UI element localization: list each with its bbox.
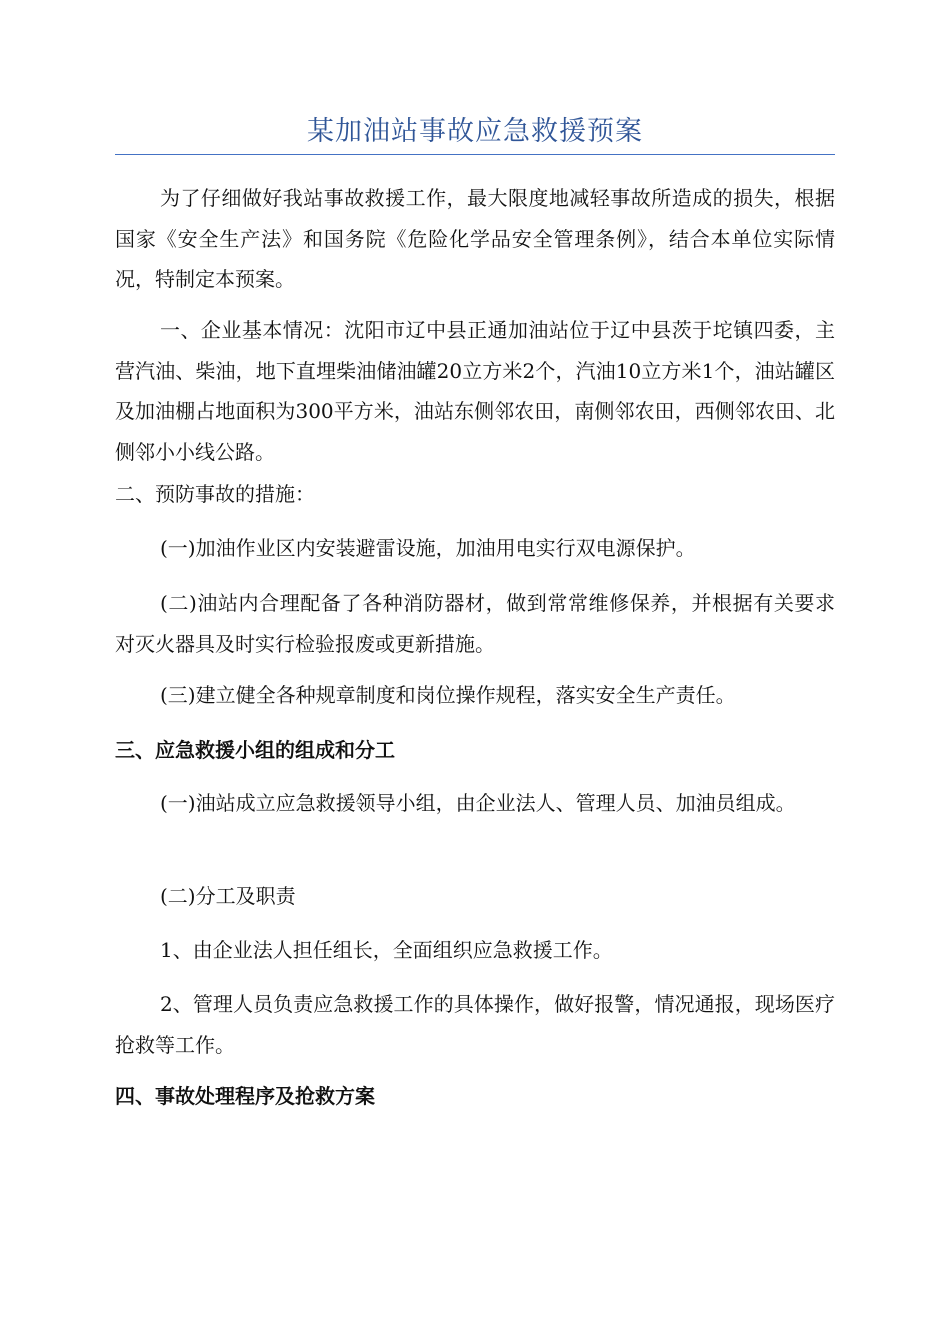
section-3-item-1: (一)油站成立应急救援领导小组，由企业法人、管理人员、加油员组成。 xyxy=(160,791,796,815)
title-underline xyxy=(115,154,835,155)
section-2-item-1: (一)加油作业区内安装避雷设施，加油用电实行双电源保护。 xyxy=(160,536,696,560)
section-3-duty-1: 1、由企业法人担任组长，全面组织应急救援工作。 xyxy=(160,938,613,962)
section-3-item-2: (二)分工及职责 xyxy=(160,884,296,908)
section-3-duty-2: 2、管理人员负责应急救援工作的具体操作，做好报警，情况通报，现场医疗抢救等工作。 xyxy=(115,992,835,1057)
document-title: 某加油站事故应急救援预案 xyxy=(307,116,643,147)
section-1-paragraph: 一、企业基本情况：沈阳市辽中县正通加油站位于辽中县茨于坨镇四委，主营汽油、柴油，地下直埋柴油储油罐20立方米2个，汽油10立方米1个，油站罐区及加油棚占地面积为300平方米，油站东侧邻农田，南侧邻农田，西侧邻农田、北侧邻小小线公路。 xyxy=(115,318,835,464)
section-2-item-3: (三)建立健全各种规章制度和岗位操作规程，落实安全生产责任。 xyxy=(160,683,736,707)
section-4-heading: 四、事故处理程序及抢救方案 xyxy=(115,1084,375,1108)
intro-paragraph: 为了仔细做好我站事故救援工作，最大限度地减轻事故所造成的损失，根据国家《安全生产法》和国务院《危险化学品安全管理条例》，结合本单位实际情况，特制定本预案。 xyxy=(115,186,835,291)
section-2-item-2: (二)油站内合理配备了各种消防器材，做到常常维修保养，并根据有关要求对灭火器具及时实行检验报废或更新措施。 xyxy=(115,591,835,656)
section-3-heading: 三、应急救援小组的组成和分工 xyxy=(115,738,395,762)
section-2-heading: 二、预防事故的措施： xyxy=(115,482,315,506)
